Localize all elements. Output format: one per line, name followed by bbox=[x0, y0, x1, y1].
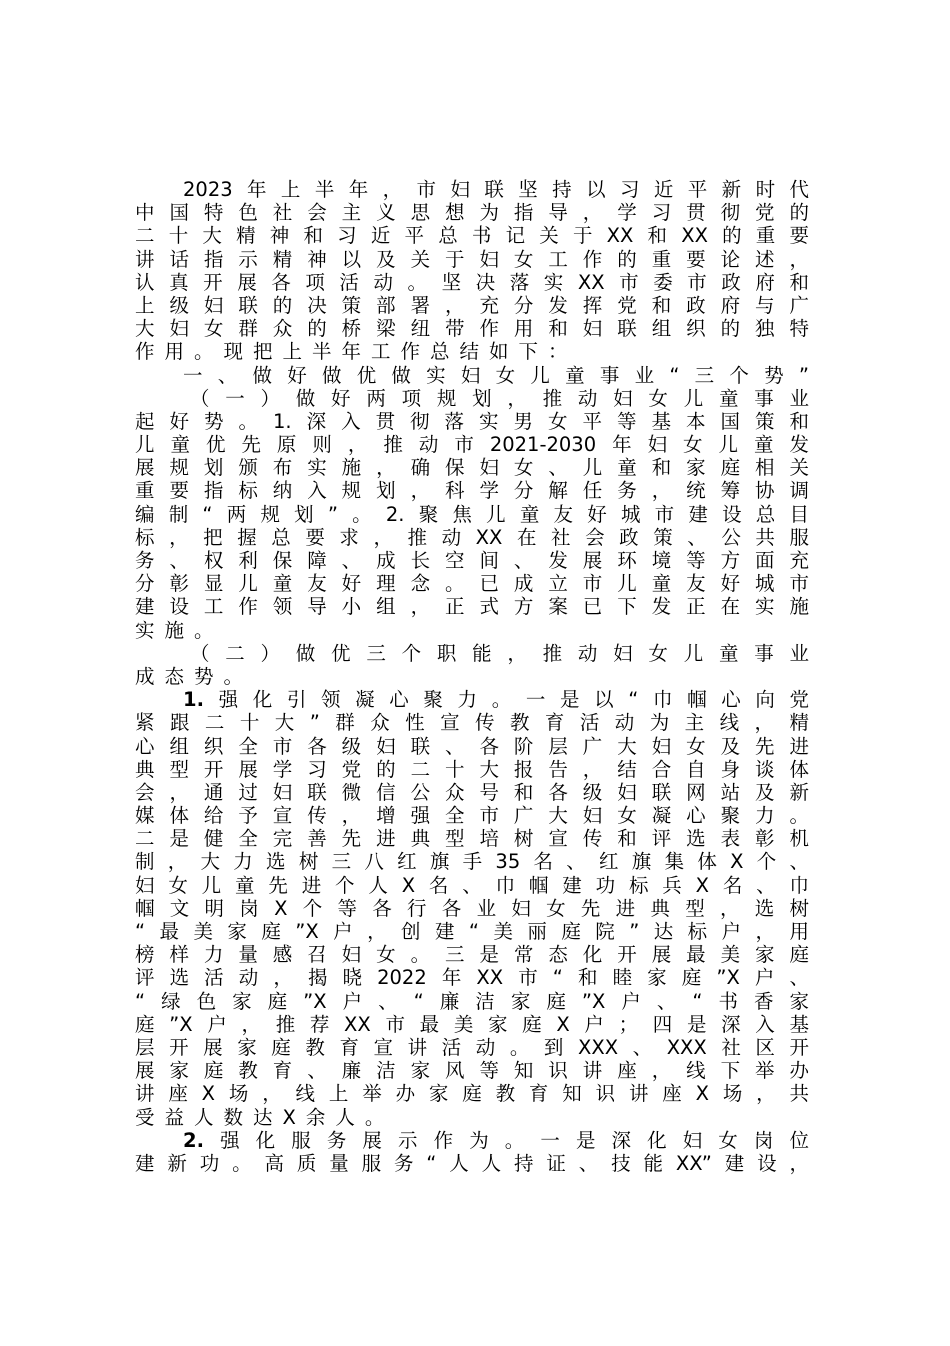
item-number: 2. bbox=[183, 1128, 204, 1152]
text-line bbox=[135, 804, 809, 827]
text-line bbox=[135, 711, 809, 734]
line-text: 讲话指示精神以及关于妇女工作的重要论述， bbox=[135, 247, 809, 271]
text-line bbox=[135, 479, 809, 502]
text-line bbox=[135, 433, 809, 456]
line-text: 帼文明岗X个等各行各业妇女先进典型，选树 bbox=[135, 896, 809, 920]
line-text: 起好势。1.深入贯彻落实男女平等基本国策和 bbox=[135, 409, 809, 433]
line-text: 二是健全完善先进典型培树宣传和评选表彰机 bbox=[135, 827, 809, 851]
text-line bbox=[135, 665, 809, 688]
line-text: 会，通过妇联微信公众号和各级妇联网站及新 bbox=[135, 780, 809, 804]
text-line bbox=[135, 271, 809, 294]
text-line bbox=[135, 1152, 809, 1175]
line-text: 建设工作领导小组，正式方案已下发正在实施 bbox=[135, 595, 809, 619]
line-text: 强化服务展示作为。一是深化妇女岗位 bbox=[203, 1128, 809, 1152]
line-text: “最美家庭”X户，创建“美丽庭院”达标户，用 bbox=[135, 920, 809, 943]
line-text: 制，大力选树三八红旗手35名、红旗集体X个、 bbox=[135, 850, 809, 874]
line-text: 成态势。 bbox=[135, 664, 254, 688]
text-line bbox=[135, 1013, 809, 1036]
line-text: 认真开展各项活动。坚决落实XX市委市政府和 bbox=[135, 270, 809, 294]
text-line bbox=[135, 943, 809, 966]
line-text: 庭”X户，推荐XX市最美家庭X户；四是深入基 bbox=[135, 1012, 809, 1036]
text-line bbox=[135, 1036, 809, 1059]
line-text: 上级妇联的决策部署，充分发挥党和政府与广 bbox=[135, 293, 809, 317]
line-text: 分彰显儿童友好理念。已成立市儿童友好城市 bbox=[135, 572, 809, 596]
line-text: 榜样力量感召妇女。三是常态化开展最美家庭 bbox=[135, 943, 809, 967]
line-text: 评选活动，揭晓2022年XX市“和睦家庭”X户、 bbox=[135, 966, 809, 990]
text-line bbox=[135, 827, 809, 850]
text-line bbox=[135, 340, 809, 363]
text-line bbox=[135, 387, 809, 410]
line-text: 强化引领凝心聚力。一是以“巾帼心向党 bbox=[203, 688, 809, 712]
line-text: 受益人数达X余人。 bbox=[135, 1105, 395, 1129]
text-line bbox=[135, 642, 809, 665]
line-text: 作用。现把上半年工作总结如下： bbox=[135, 340, 578, 364]
text-line bbox=[135, 758, 809, 781]
text-line bbox=[135, 850, 809, 873]
text-line bbox=[135, 595, 809, 618]
text-line bbox=[135, 572, 809, 595]
text-line bbox=[135, 781, 809, 804]
text-line bbox=[135, 920, 809, 943]
line-text: 2023年上半年，市妇联坚持以习近平新时代 bbox=[183, 178, 809, 201]
line-text: 展规划颁布实施，确保妇女、儿童和家庭相关 bbox=[135, 456, 809, 480]
line-text: 大妇女群众的桥梁纽带作用和妇联组织的独特 bbox=[135, 317, 809, 341]
line-text: 中国特色社会主义思想为指导，学习贯彻党的 bbox=[135, 201, 809, 225]
text-line bbox=[135, 201, 809, 224]
line-text: 讲座X场，线上举办家庭教育知识讲座X场，共 bbox=[135, 1082, 809, 1106]
line-text: 典型开展学习党的二十大报告，结合自身谈体 bbox=[135, 757, 809, 781]
text-line bbox=[135, 317, 809, 340]
text-line bbox=[135, 874, 809, 897]
text-line bbox=[135, 549, 809, 572]
line-text: 建新功。高质量服务“人人持证、技能XX”建设， bbox=[135, 1151, 809, 1175]
text-line bbox=[135, 178, 809, 201]
line-text: 编制“两规划”。2.聚焦儿童友好城市建设总目 bbox=[135, 502, 809, 526]
text-line bbox=[135, 526, 809, 549]
text-line bbox=[135, 1106, 809, 1129]
text-line bbox=[135, 224, 809, 247]
line-text: 实施。 bbox=[135, 618, 224, 642]
text-line bbox=[135, 503, 809, 526]
line-text: 标，把握总要求，推动XX在社会政策、公共服 bbox=[135, 525, 809, 549]
line-text: 二十大精神和习近平总书记关于XX和XX的重要 bbox=[135, 224, 809, 248]
text-line bbox=[135, 1059, 809, 1082]
text-line bbox=[135, 364, 809, 387]
text-line bbox=[135, 294, 809, 317]
line-text: 紧跟二十大”群众性宣传教育活动为主线，精 bbox=[135, 711, 809, 735]
line-text: （一）做好两项规划，推动妇女儿童事业 bbox=[190, 386, 809, 410]
line-text: 一、做好做优做实妇女儿童事业“三个势” bbox=[183, 363, 809, 387]
text-line bbox=[135, 990, 809, 1013]
text-line bbox=[135, 966, 809, 989]
document-body bbox=[135, 178, 809, 1175]
text-line bbox=[135, 897, 809, 920]
line-text: 儿童优先原则，推动市2021-2030年妇女儿童发 bbox=[135, 433, 809, 457]
text-line bbox=[135, 619, 809, 642]
line-text: 展家庭教育、廉洁家风等知识讲座，线下举办 bbox=[135, 1059, 809, 1083]
line-text: 层开展家庭教育宣讲活动。到XXX、XXX社区开 bbox=[135, 1035, 809, 1059]
text-line bbox=[135, 688, 809, 711]
text-line bbox=[135, 248, 809, 271]
line-text: 重要指标纳入规划，科学分解任务，统筹协调 bbox=[135, 479, 809, 503]
line-text: 媒体给予宣传，增强全市广大妇女凝心聚力。 bbox=[135, 804, 809, 828]
line-text: （二）做优三个职能，推动妇女儿童事业 bbox=[190, 641, 809, 665]
line-text: 心组织全市各级妇联、各阶层广大妇女及先进 bbox=[135, 734, 809, 758]
line-text: 妇女儿童先进个人X名、巾帼建功标兵X名、巾 bbox=[135, 873, 809, 897]
item-number: 1. bbox=[183, 688, 204, 712]
text-line bbox=[135, 1129, 809, 1152]
text-line bbox=[135, 410, 809, 433]
line-text: “绿色家庭”X户、“廉洁家庭”X户、“书香家 bbox=[135, 989, 809, 1013]
text-line bbox=[135, 735, 809, 758]
text-line bbox=[135, 456, 809, 479]
line-text: 务、权利保障、成长空间、发展环境等方面充 bbox=[135, 549, 809, 572]
text-line bbox=[135, 1082, 809, 1105]
